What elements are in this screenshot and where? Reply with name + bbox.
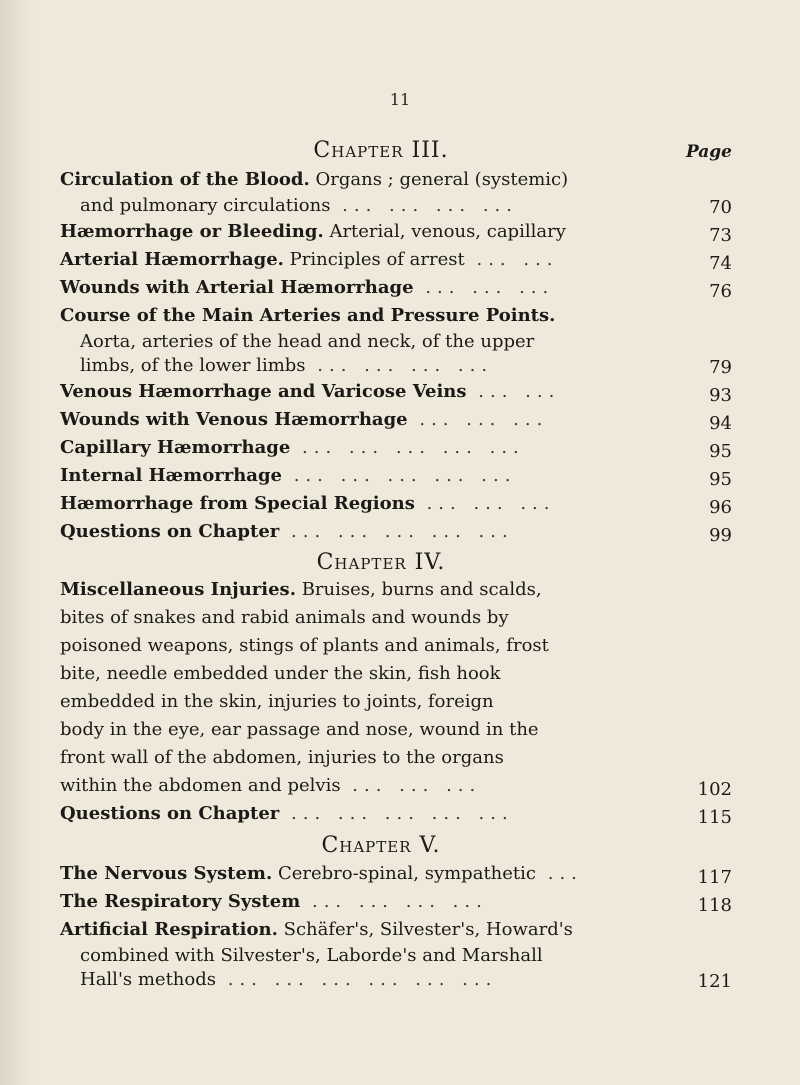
toc-entry: Hæmorrhage or Bleeding. Arterial, venous, capillary 73 — [60, 221, 732, 246]
page-number: 11 — [389, 90, 411, 109]
page-ref: 95 — [709, 469, 732, 490]
page-ref: 94 — [709, 413, 732, 434]
toc-entry: Wounds with Arterial Hæmorrhage ... ... ... 76 — [60, 277, 732, 302]
chapter-iii-heading: Chapter III. — [313, 138, 449, 163]
page-ref: 99 — [709, 525, 732, 546]
toc-entry: Questions on Chapter ... ... ... ... ... 115 — [60, 803, 732, 828]
page-ref: 95 — [709, 441, 732, 462]
toc-entry: Artificial Respiration. Schäfer's, Silvester's, Howard's combined with Silvester's, Laborde's and Marshall Hall's methods ... ... ... ... ... ... 121 — [60, 919, 732, 992]
toc-entry: The Respiratory System ... ... ... ... 118 — [60, 891, 732, 916]
toc-entry: Circulation of the Blood. Organs ; general (systemic) and pulmonary circulations ... ... ... ... 70 — [60, 169, 732, 218]
page-ref: 70 — [709, 197, 732, 218]
toc-entry: Arterial Hæmorrhage. Principles of arrest ... ... 74 — [60, 249, 732, 274]
toc-entry: Capillary Hæmorrhage ... ... ... ... ... 95 — [60, 437, 732, 462]
page-ref: 76 — [709, 281, 732, 302]
toc-entry: Miscellaneous Injuries. Bruises, burns and scalds, bites of snakes and rabid animals and wounds by poisoned weapons, stings of plants and animals, frost bite, needle embedded under the skin, fish hook embedded in the skin, injuries to joints, foreign body in the eye, ear passage and nose, wound in the front wall of the abdomen, injuries to the organs within the abdomen and pelvis ... ... ... 102 — [60, 579, 732, 800]
page-ref: 121 — [697, 971, 732, 992]
toc-entry: The Nervous System. Cerebro-spinal, sympathetic ... 117 — [60, 863, 732, 888]
page-edge-shadow — [0, 0, 38, 1085]
page-ref: 118 — [697, 895, 732, 916]
page-column-header: Page — [685, 142, 732, 162]
page-ref: 93 — [709, 385, 732, 406]
chapter-v-heading: Chapter V. — [321, 833, 441, 858]
chapter-iv-heading: Chapter IV. — [316, 550, 446, 575]
table-of-contents — [60, 112, 732, 992]
toc-entry: Hæmorrhage from Special Regions ... ... ... 96 — [60, 493, 732, 518]
toc-entry: Wounds with Venous Hæmorrhage ... ... ... 94 — [60, 409, 732, 434]
toc-entry: Course of the Main Arteries and Pressure Points. Aorta, arteries of the head and neck, of the upper limbs, of the lower limbs ... ... ... ... 79 — [60, 305, 732, 378]
page-ref: 117 — [697, 867, 732, 888]
toc-entry: Questions on Chapter ... ... ... ... ... 99 — [60, 521, 732, 546]
page-ref: 102 — [697, 779, 732, 800]
page-ref: 73 — [709, 225, 732, 246]
toc-entry: Venous Hæmorrhage and Varicose Veins ... ... 93 — [60, 381, 732, 406]
page-ref: 79 — [709, 357, 732, 378]
toc-entry: Internal Hæmorrhage ... ... ... ... ... 95 — [60, 465, 732, 490]
page-ref: 74 — [709, 253, 732, 274]
page-ref: 96 — [709, 497, 732, 518]
page-ref: 115 — [697, 807, 732, 828]
